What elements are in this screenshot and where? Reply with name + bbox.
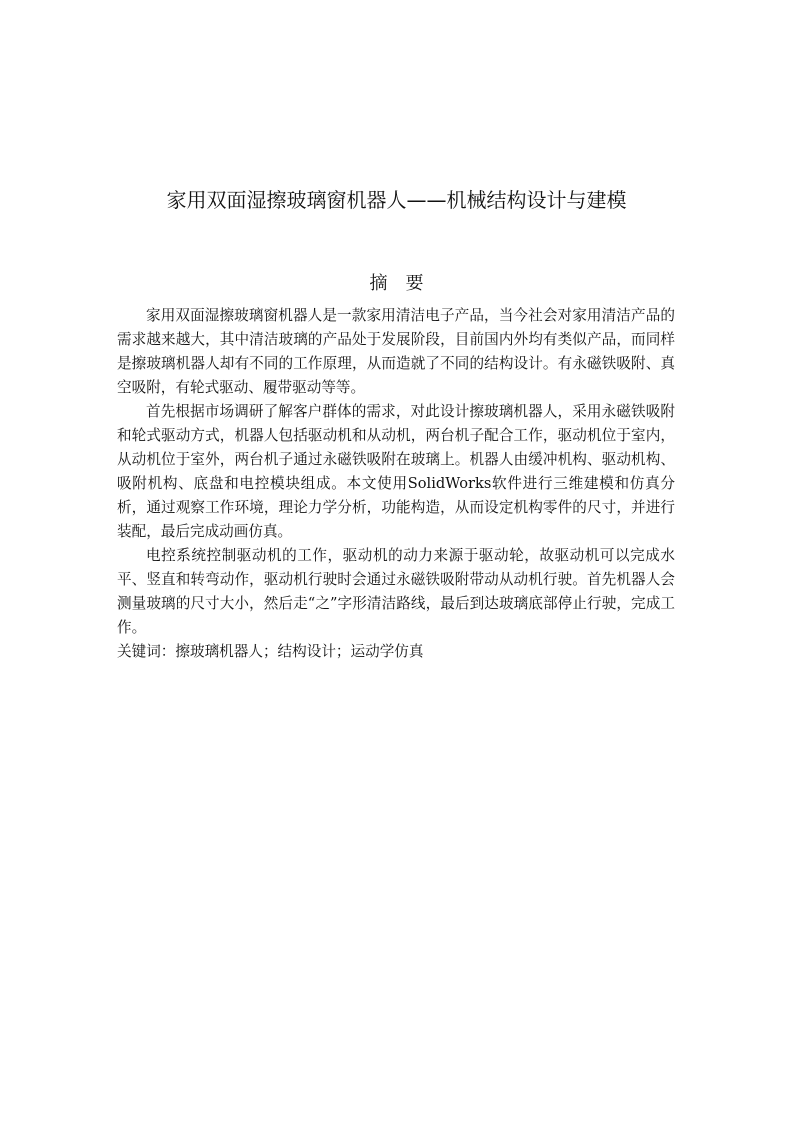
- abstract-paragraph-2: 首先根据市场调研了解客户群体的需求，对此设计擦玻璃机器人，采用永磁铁吸附和轮式驱动方式，机器人包括驱动机和从动机，两台机子配合工作，驱动机位于室内，从动机位于室外，两台机子通过永磁铁吸附在玻璃上。机器人由缓冲机构、驱动机构、吸附机构、底盘和电控模块组成。本文使用SolidWorks软件进行三维建模和仿真分析，通过观察工作环境，理论力学分析，功能构造，从而设定机构零件的尺寸，并进行装配，最后完成动画仿真。: [117, 403, 675, 540]
- document-title: 家用双面湿擦玻璃窗机器人——机械结构设计与建模: [166, 188, 627, 212]
- keywords-line: [117, 640, 675, 664]
- abstract-paragraph-3: 电控系统控制驱动机的工作，驱动机的动力来源于驱动轮，故驱动机可以完成水平、竖直和转弯动作，驱动机行驶时会通过永磁铁吸附带动从动机行驶。首先机器人会测量玻璃的尺寸大小，然后走“之”字形清洁路线，最后到达玻璃底部停止行驶，完成工作。: [117, 547, 675, 636]
- abstract-heading: [0, 272, 793, 296]
- keywords-label: 关键词：: [117, 643, 176, 660]
- abstract-body: [117, 304, 675, 664]
- abstract-heading-char-1: 摘: [369, 273, 388, 294]
- abstract-heading-char-2: 要: [405, 273, 424, 294]
- abstract-paragraph-1: 家用双面湿擦玻璃窗机器人是一款家用清洁电子产品，当今社会对家用清洁产品的需求越来越大，其中清洁玻璃的产品处于发展阶段，目前国内外均有类似产品，而同样是擦玻璃机器人却有不同的工作原理，从而造就了不同的结构设计。有永磁铁吸附、真空吸附，有轮式驱动、履带驱动等等。: [117, 307, 675, 396]
- keywords-text: 擦玻璃机器人；结构设计；运动学仿真: [175, 643, 424, 660]
